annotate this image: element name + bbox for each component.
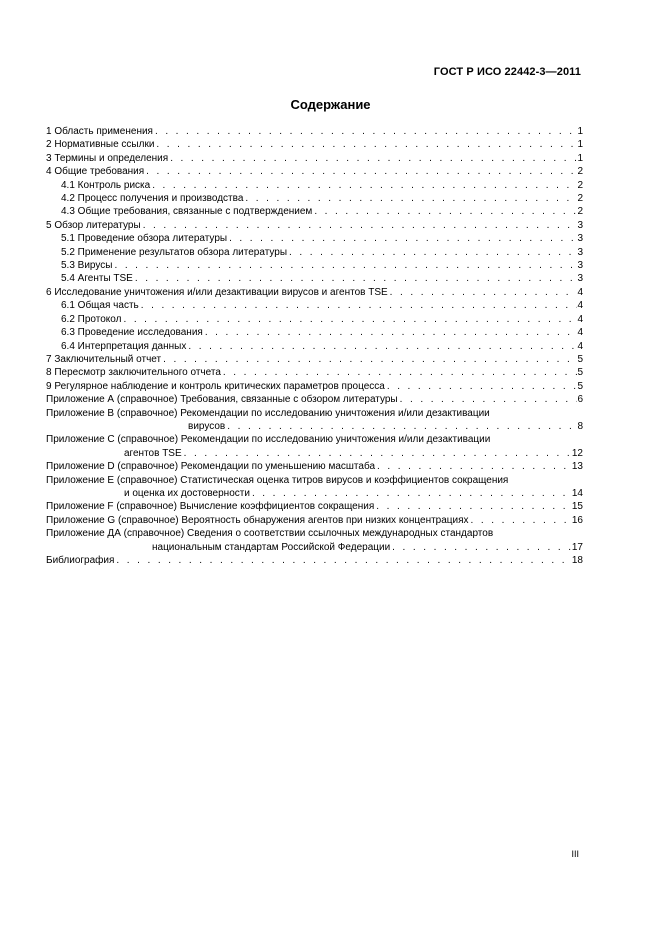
- toc-entry[interactable]: [46, 380, 583, 393]
- toc-page-number: 14: [571, 487, 583, 499]
- toc-page-number: 5: [577, 367, 583, 379]
- toc-entry[interactable]: [46, 152, 583, 165]
- toc-entry-text: 4.1 Контроль риска: [61, 179, 151, 191]
- toc-page-number: 4: [577, 300, 583, 312]
- toc-subentry[interactable]: [46, 192, 583, 205]
- toc-entry[interactable]: [46, 125, 583, 138]
- toc-subentry[interactable]: [46, 232, 583, 245]
- toc-leader-dots: [375, 460, 572, 473]
- toc-subentry[interactable]: [46, 340, 583, 353]
- toc-entry-text: Приложение D (справочное) Рекомендации по уменьшению масштаба: [46, 461, 376, 473]
- toc-entry-text: 6 Исследование уничтожения и/или дезактивации вирусов и агентов TSE: [46, 286, 388, 298]
- toc-page-number: 5: [577, 353, 583, 365]
- toc-leader-dots: [225, 420, 577, 433]
- toc-leader-dots: [250, 487, 572, 500]
- toc-page-number: 4: [577, 286, 583, 298]
- toc-entry[interactable]: [46, 554, 583, 567]
- toc-entry-text: Библиография: [46, 555, 115, 566]
- toc-page-number: 18: [571, 555, 583, 566]
- toc-leader-dots: [312, 205, 577, 218]
- toc-entry-text: Приложение ДА (справочное) Сведения о соответствии ссылочных международных стандартов: [46, 528, 494, 540]
- toc-subentry[interactable]: [46, 246, 583, 259]
- toc-entry-continuation: агентов TSE: [124, 447, 182, 459]
- toc-page-number: 3: [577, 273, 583, 285]
- toc-entry-continuation: вирусов: [188, 420, 226, 432]
- toc-entry-text: 4.3 Общие требования, связанные с подтверждением: [61, 206, 313, 218]
- toc-entry[interactable]: [46, 353, 583, 366]
- toc-page-number: 12: [571, 447, 583, 459]
- toc-page-number: 1: [577, 152, 583, 164]
- toc-page-number: 2: [577, 179, 583, 191]
- toc-entry-text: 5.1 Проведение обзора литературы: [61, 233, 228, 245]
- toc-entry[interactable]: [46, 433, 583, 460]
- toc-page-number: 3: [577, 219, 583, 231]
- toc-leader-dots: [141, 219, 578, 232]
- toc-page-number: 2: [577, 166, 583, 178]
- toc-leader-dots: [168, 152, 577, 165]
- toc-page-number: 15: [571, 501, 583, 513]
- toc-leader-dots: [388, 286, 578, 299]
- toc-page-number: 1: [577, 126, 583, 137]
- toc-leader-dots: [144, 165, 577, 178]
- toc-page-number: 17: [571, 541, 583, 553]
- toc-subentry[interactable]: [46, 313, 583, 326]
- toc-entry[interactable]: [46, 460, 583, 473]
- toc-leader-dots: [390, 541, 572, 554]
- toc-entry[interactable]: [46, 474, 583, 501]
- toc-page-number: 2: [577, 206, 583, 218]
- toc-subentry[interactable]: [46, 205, 583, 218]
- toc-page-number: 13: [571, 461, 583, 473]
- toc-entry-text: Приложение В (справочное) Рекомендации по исследованию уничтожения и/или дезактивации: [46, 407, 490, 419]
- toc-entry-text: 4.2 Процесс получения и производства: [61, 193, 244, 205]
- toc-leader-dots: [227, 232, 577, 245]
- toc-page-number: 4: [577, 313, 583, 325]
- toc-entry[interactable]: [46, 393, 583, 406]
- toc-leader-dots: [153, 125, 577, 138]
- toc-entry-text: 1 Область применения: [46, 126, 153, 137]
- toc-entry[interactable]: [46, 407, 583, 434]
- toc-leader-dots: [221, 366, 578, 379]
- toc-entry-text: 5.4 Агенты TSE: [61, 273, 133, 285]
- toc-leader-dots: [182, 447, 572, 460]
- toc-entry-text: 6.3 Проведение исследования: [61, 327, 203, 339]
- toc-entry-text: 9 Регулярное наблюдение и контроль критических параметров процесса: [46, 380, 385, 392]
- toc-leader-dots: [203, 326, 578, 339]
- toc-page-number: 6: [577, 394, 583, 406]
- toc-page-number: 8: [577, 420, 583, 432]
- toc-entry-text: Приложение С (справочное) Рекомендации по исследованию уничтожения и/или дезактивации: [46, 434, 491, 446]
- document-code-header: ГОСТ Р ИСО 22442-3—2011: [433, 66, 581, 78]
- toc-entry-continuation: и оценка их достоверности: [124, 487, 250, 499]
- page-number-footer: III: [571, 849, 579, 859]
- toc-page-number: 1: [577, 139, 583, 151]
- toc-leader-dots: [374, 500, 572, 513]
- toc-subentry[interactable]: [46, 326, 583, 339]
- toc-leader-dots: [469, 514, 572, 527]
- toc-entry-text: 8 Пересмотр заключительного отчета: [46, 367, 221, 379]
- toc-subentry[interactable]: [46, 299, 583, 312]
- toc-entry-text: 3 Термины и определения: [46, 152, 169, 164]
- toc-entry-continuation: национальным стандартам Российской Федерации: [152, 541, 391, 553]
- toc-leader-dots: [385, 380, 578, 393]
- toc-subentry[interactable]: [46, 272, 583, 285]
- toc-page-number: 3: [577, 246, 583, 258]
- toc-entry[interactable]: [46, 286, 583, 299]
- toc-entry-text: 7 Заключительный отчет: [46, 353, 162, 365]
- toc-subentry[interactable]: [46, 179, 583, 192]
- toc-entry-text: Приложение G (справочное) Вероятность обнаружения агентов при низких концентрациях: [46, 514, 469, 526]
- toc-page-number: 2: [577, 193, 583, 205]
- toc-entry[interactable]: [46, 500, 583, 513]
- toc-subentry[interactable]: [46, 259, 583, 272]
- toc-entry-text: 5 Обзор литературы: [46, 219, 141, 231]
- toc-leader-dots: [112, 259, 577, 272]
- toc-page-number: 16: [571, 514, 583, 526]
- toc-page-number: 5: [577, 380, 583, 392]
- toc-entry-text: 5.2 Применение результатов обзора литературы: [61, 246, 288, 258]
- toc-leader-dots: [243, 192, 577, 205]
- toc-leader-dots: [139, 299, 578, 312]
- toc-entry-text: 4 Общие требования: [46, 166, 145, 178]
- toc-entry-text: 6.4 Интерпретация данных: [61, 340, 187, 352]
- toc-entry[interactable]: [46, 514, 583, 527]
- toc-entry[interactable]: [46, 138, 583, 151]
- toc-page-number: 4: [577, 327, 583, 339]
- toc-entry-text: Приложение Е (справочное) Статистическая оценка титров вирусов и коэффициентов сокращения: [46, 474, 509, 486]
- toc-page-number: 4: [577, 340, 583, 352]
- toc-entry[interactable]: [46, 527, 583, 554]
- toc-leader-dots: [287, 246, 577, 259]
- table-of-contents: [46, 125, 583, 567]
- toc-page-number: 3: [577, 233, 583, 245]
- toc-leader-dots: [133, 272, 578, 285]
- toc-leader-dots: [121, 313, 577, 326]
- toc-entry-text: 6.1 Общая часть: [61, 300, 139, 312]
- toc-entry-text: Приложение А (справочное) Требования, связанные с обзором литературы: [46, 394, 398, 406]
- toc-entry[interactable]: [46, 165, 583, 178]
- toc-leader-dots: [154, 138, 577, 151]
- toc-page-number: 3: [577, 260, 583, 272]
- toc-leader-dots: [186, 340, 577, 353]
- toc-entry-text: 2 Нормативные ссылки: [46, 139, 155, 151]
- page-title: Содержание: [290, 97, 371, 112]
- toc-leader-dots: [150, 179, 577, 192]
- toc-entry[interactable]: [46, 219, 583, 232]
- toc-entry[interactable]: [46, 366, 583, 379]
- toc-leader-dots: [114, 554, 571, 567]
- toc-entry-text: 6.2 Протокол: [61, 313, 122, 325]
- toc-leader-dots: [161, 353, 577, 366]
- toc-entry-text: Приложение F (справочное) Вычисление коэффициентов сокращения: [46, 501, 375, 513]
- toc-leader-dots: [398, 393, 578, 406]
- toc-entry-text: 5.3 Вирусы: [61, 260, 113, 272]
